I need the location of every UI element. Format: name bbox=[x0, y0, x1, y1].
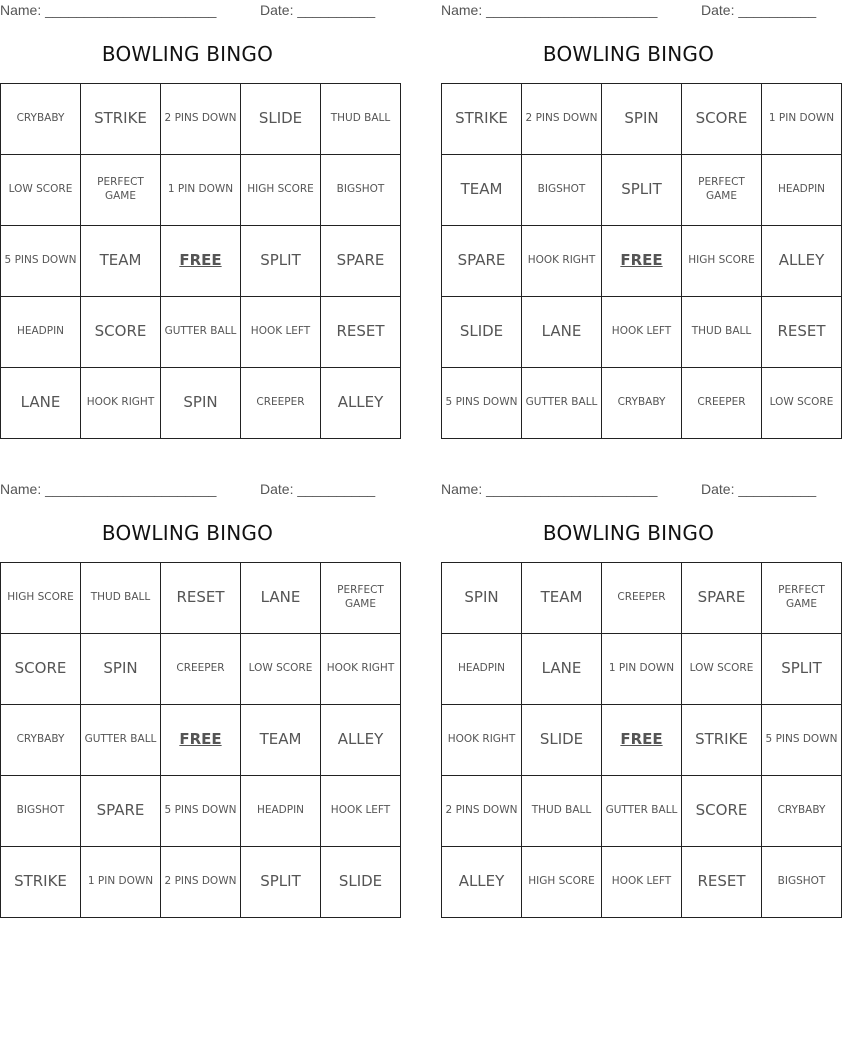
bingo-cell: HOOK LEFT bbox=[602, 847, 682, 918]
bingo-cell: TEAM bbox=[442, 155, 522, 226]
bingo-cell: 5 PINS DOWN bbox=[161, 776, 241, 847]
bingo-cell: SCORE bbox=[682, 84, 762, 155]
bingo-cell: PERFECT GAME bbox=[81, 155, 161, 226]
bingo-cell: CREEPER bbox=[682, 368, 762, 439]
bingo-cell: THUD BALL bbox=[522, 776, 602, 847]
bingo-cell: GUTTER BALL bbox=[161, 297, 241, 368]
bingo-cell: PERFECT GAME bbox=[762, 563, 842, 634]
bingo-grid bbox=[0, 83, 401, 439]
bingo-cell: THUD BALL bbox=[81, 563, 161, 634]
bingo-cell: SPIN bbox=[161, 368, 241, 439]
bingo-row bbox=[442, 634, 842, 705]
bingo-row bbox=[442, 155, 842, 226]
bingo-cell: SPLIT bbox=[241, 847, 321, 918]
card-title: BOWLING BINGO bbox=[101, 521, 274, 545]
bingo-cell: LOW SCORE bbox=[682, 634, 762, 705]
bingo-cell: SPLIT bbox=[602, 155, 682, 226]
bingo-cell: LANE bbox=[241, 563, 321, 634]
free-space-cell: FREE bbox=[161, 705, 241, 776]
bingo-cell: 2 PINS DOWN bbox=[442, 776, 522, 847]
bingo-cell: SPLIT bbox=[762, 634, 842, 705]
bingo-cell: HEADPIN bbox=[762, 155, 842, 226]
bingo-cell: 1 PIN DOWN bbox=[762, 84, 842, 155]
bingo-cell: HIGH SCORE bbox=[682, 226, 762, 297]
bingo-cell: 1 PIN DOWN bbox=[81, 847, 161, 918]
bingo-grid bbox=[0, 562, 401, 918]
bingo-cell: HOOK RIGHT bbox=[81, 368, 161, 439]
bingo-cell: HOOK LEFT bbox=[602, 297, 682, 368]
bingo-row bbox=[1, 368, 401, 439]
bingo-cell: LANE bbox=[522, 297, 602, 368]
bingo-grid bbox=[441, 83, 842, 439]
bingo-cell: STRIKE bbox=[81, 84, 161, 155]
bingo-cell: SPARE bbox=[682, 563, 762, 634]
bingo-row bbox=[1, 155, 401, 226]
name-field-label: Name: ______________________ bbox=[441, 481, 658, 497]
card-title: BOWLING BINGO bbox=[542, 521, 715, 545]
bingo-row bbox=[1, 297, 401, 368]
name-field-label: Name: ______________________ bbox=[0, 2, 217, 18]
bingo-cell: SPIN bbox=[442, 563, 522, 634]
card-title: BOWLING BINGO bbox=[542, 42, 715, 66]
bingo-cell: BIGSHOT bbox=[1, 776, 81, 847]
bingo-cell: HEADPIN bbox=[442, 634, 522, 705]
bingo-cell: HOOK RIGHT bbox=[321, 634, 401, 705]
bingo-cell: ALLEY bbox=[762, 226, 842, 297]
bingo-cell: HEADPIN bbox=[1, 297, 81, 368]
bingo-row bbox=[442, 563, 842, 634]
bingo-cell: CRYBABY bbox=[762, 776, 842, 847]
bingo-cell: HOOK RIGHT bbox=[522, 226, 602, 297]
bingo-cell: BIGSHOT bbox=[762, 847, 842, 918]
bingo-cell: RESET bbox=[321, 297, 401, 368]
bingo-row bbox=[442, 84, 842, 155]
bingo-row bbox=[1, 563, 401, 634]
bingo-row bbox=[1, 226, 401, 297]
bingo-cell: CREEPER bbox=[602, 563, 682, 634]
bingo-cell: TEAM bbox=[522, 563, 602, 634]
bingo-cell: HIGH SCORE bbox=[1, 563, 81, 634]
bingo-row bbox=[442, 368, 842, 439]
bingo-cell: 5 PINS DOWN bbox=[442, 368, 522, 439]
bingo-cell: TEAM bbox=[241, 705, 321, 776]
name-field-label: Name: ______________________ bbox=[441, 2, 658, 18]
bingo-cell: BIGSHOT bbox=[522, 155, 602, 226]
bingo-cell: RESET bbox=[682, 847, 762, 918]
bingo-cell: HIGH SCORE bbox=[522, 847, 602, 918]
bingo-cell: TEAM bbox=[81, 226, 161, 297]
bingo-row bbox=[1, 847, 401, 918]
bingo-cell: CREEPER bbox=[241, 368, 321, 439]
bingo-cell: LANE bbox=[1, 368, 81, 439]
bingo-cell: 2 PINS DOWN bbox=[161, 847, 241, 918]
bingo-cell: HOOK LEFT bbox=[241, 297, 321, 368]
bingo-cell: GUTTER BALL bbox=[81, 705, 161, 776]
bingo-row bbox=[1, 776, 401, 847]
bingo-cell: CREEPER bbox=[161, 634, 241, 705]
date-field-label: Date: __________ bbox=[260, 481, 376, 497]
card-header bbox=[0, 479, 375, 499]
bingo-cell: 5 PINS DOWN bbox=[1, 226, 81, 297]
bingo-cell: BIGSHOT bbox=[321, 155, 401, 226]
bingo-cell: 2 PINS DOWN bbox=[522, 84, 602, 155]
bingo-row bbox=[1, 634, 401, 705]
bingo-cell: SLIDE bbox=[522, 705, 602, 776]
bingo-cell: GUTTER BALL bbox=[602, 776, 682, 847]
bingo-row bbox=[442, 847, 842, 918]
bingo-cell: SPARE bbox=[321, 226, 401, 297]
bingo-row bbox=[442, 297, 842, 368]
bingo-cell: CRYBABY bbox=[1, 705, 81, 776]
bingo-cell: SPIN bbox=[81, 634, 161, 705]
bingo-cell: LOW SCORE bbox=[241, 634, 321, 705]
card-header bbox=[441, 479, 816, 499]
bingo-row bbox=[1, 84, 401, 155]
bingo-cell: THUD BALL bbox=[321, 84, 401, 155]
bingo-cell: GUTTER BALL bbox=[522, 368, 602, 439]
bingo-cell: SPARE bbox=[442, 226, 522, 297]
bingo-cell: CRYBABY bbox=[602, 368, 682, 439]
bingo-cell: HOOK RIGHT bbox=[442, 705, 522, 776]
bingo-cell: SCORE bbox=[1, 634, 81, 705]
bingo-cell: STRIKE bbox=[682, 705, 762, 776]
free-space-cell: FREE bbox=[602, 226, 682, 297]
card-header bbox=[0, 0, 375, 20]
free-space-cell: FREE bbox=[602, 705, 682, 776]
bingo-cell: LANE bbox=[522, 634, 602, 705]
bingo-row bbox=[442, 776, 842, 847]
bingo-cell: STRIKE bbox=[1, 847, 81, 918]
bingo-cell: THUD BALL bbox=[682, 297, 762, 368]
date-field-label: Date: __________ bbox=[701, 481, 817, 497]
bingo-cell: SLIDE bbox=[241, 84, 321, 155]
bingo-grid bbox=[441, 562, 842, 918]
bingo-cell: HOOK LEFT bbox=[321, 776, 401, 847]
date-field-label: Date: __________ bbox=[260, 2, 376, 18]
bingo-cell: 2 PINS DOWN bbox=[161, 84, 241, 155]
bingo-cell: PERFECT GAME bbox=[321, 563, 401, 634]
bingo-cell: LOW SCORE bbox=[1, 155, 81, 226]
bingo-row bbox=[442, 226, 842, 297]
bingo-cell: SLIDE bbox=[442, 297, 522, 368]
bingo-cell: RESET bbox=[762, 297, 842, 368]
bingo-cell: ALLEY bbox=[442, 847, 522, 918]
bingo-cell: 5 PINS DOWN bbox=[762, 705, 842, 776]
bingo-cell: HIGH SCORE bbox=[241, 155, 321, 226]
card-title: BOWLING BINGO bbox=[101, 42, 274, 66]
bingo-cell: SPIN bbox=[602, 84, 682, 155]
bingo-cell: SPARE bbox=[81, 776, 161, 847]
bingo-row bbox=[442, 705, 842, 776]
free-space-cell: FREE bbox=[161, 226, 241, 297]
bingo-cell: SPLIT bbox=[241, 226, 321, 297]
bingo-cell: PERFECT GAME bbox=[682, 155, 762, 226]
card-header bbox=[441, 0, 816, 20]
bingo-cell: 1 PIN DOWN bbox=[602, 634, 682, 705]
bingo-cell: SLIDE bbox=[321, 847, 401, 918]
bingo-cell: SCORE bbox=[81, 297, 161, 368]
bingo-cell: ALLEY bbox=[321, 368, 401, 439]
bingo-cell: RESET bbox=[161, 563, 241, 634]
name-field-label: Name: ______________________ bbox=[0, 481, 217, 497]
bingo-cell: ALLEY bbox=[321, 705, 401, 776]
bingo-cell: 1 PIN DOWN bbox=[161, 155, 241, 226]
bingo-cell: CRYBABY bbox=[1, 84, 81, 155]
date-field-label: Date: __________ bbox=[701, 2, 817, 18]
bingo-cell: SCORE bbox=[682, 776, 762, 847]
bingo-cell: STRIKE bbox=[442, 84, 522, 155]
bingo-cell: LOW SCORE bbox=[762, 368, 842, 439]
bingo-row bbox=[1, 705, 401, 776]
bingo-cell: HEADPIN bbox=[241, 776, 321, 847]
